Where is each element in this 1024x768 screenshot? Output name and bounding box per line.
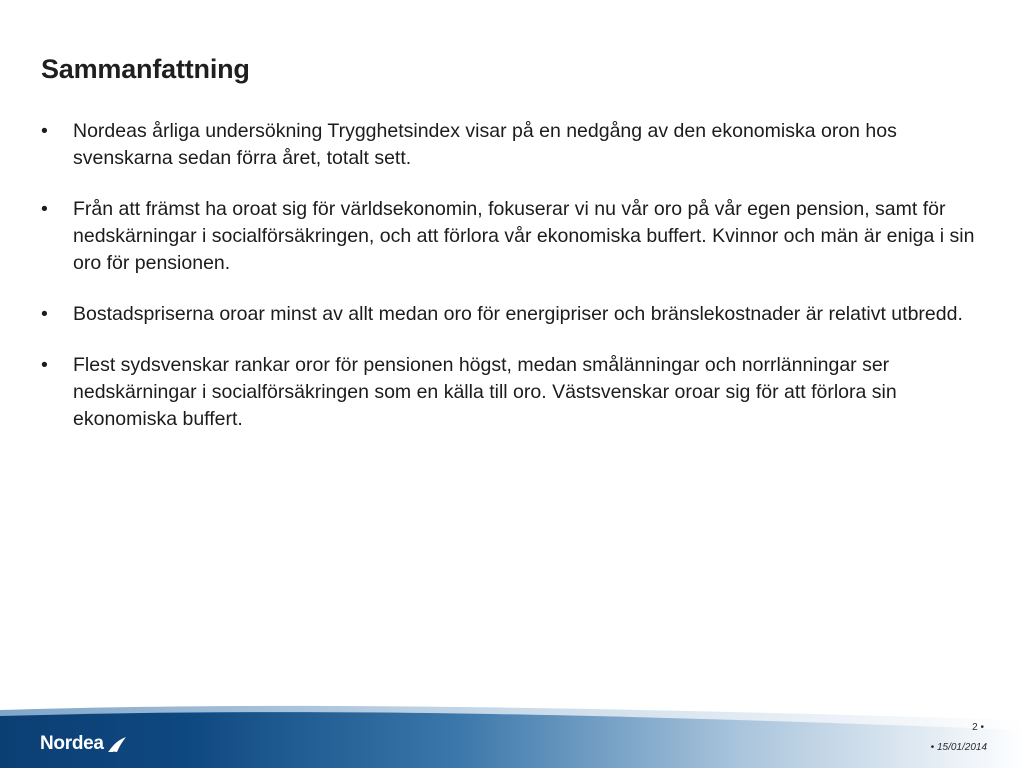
bullet-text: Bostadspriserna oroar minst av allt medan oro för energipriser och bränslekostnader är relativt utbredd. <box>73 303 963 325</box>
slide-date: • 15/01/2014 <box>930 742 987 753</box>
bullet-item <box>41 352 1001 433</box>
bullet-marker: • <box>41 303 48 325</box>
bullet-marker: • <box>41 120 48 142</box>
bullet-list <box>41 118 1001 457</box>
logo-text: Nordea <box>40 733 104 754</box>
page-number: 2 • <box>972 722 984 733</box>
nordea-sail-icon <box>107 736 127 753</box>
bullet-marker: • <box>41 198 48 220</box>
bullet-text: Flest sydsvenskar rankar oror för pensionen högst, medan smålänningar och norrlänningar ser nedskärningar i socialförsäkringen som en källa till oro. Västsvenskar oroar sig för att förlora sin ekonomiska buffert. <box>73 354 897 430</box>
footer-wave-band <box>0 700 1024 768</box>
bullet-marker: • <box>41 354 48 376</box>
bullet-text: Nordeas årliga undersökning Trygghetsindex visar på en nedgång av den ekonomiska oron hos svenskarna sedan förra året, totalt sett. <box>73 120 897 169</box>
nordea-logo <box>40 733 127 755</box>
slide-title: Sammanfattning <box>41 54 250 84</box>
bullet-item <box>41 118 1001 172</box>
bullet-text: Från att främst ha oroat sig för världsekonomin, fokuserar vi nu vår oro på vår egen pension, samt för nedskärningar i socialförsäkringen, och att förlora vår ekonomiska buffert. Kvinnor och män är eniga i sin oro för pensionen. <box>73 198 975 274</box>
bullet-item <box>41 196 1001 277</box>
bullet-item <box>41 301 1001 328</box>
